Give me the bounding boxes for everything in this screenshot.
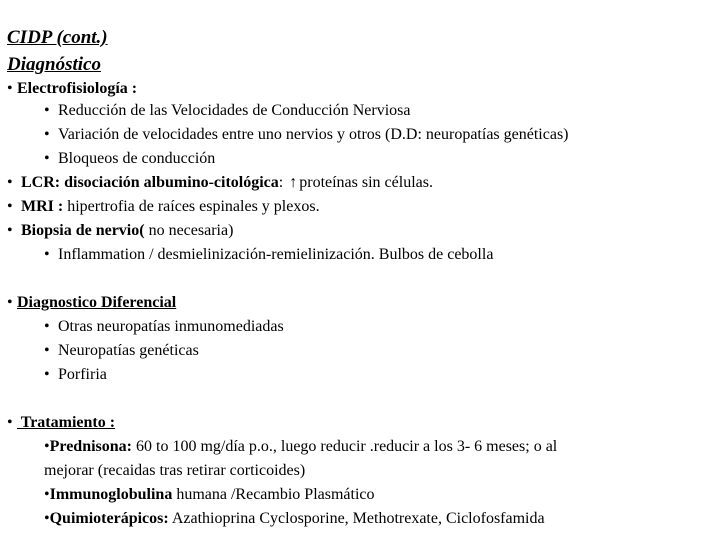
mri-text: hipertrofia de raíces espinales y plexos. (63, 198, 320, 215)
bullet-icon: • (44, 486, 50, 503)
bullet-icon: • (7, 414, 13, 431)
differential-label: Diagnostico Diferencial (17, 294, 177, 311)
electro-item-text: Bloqueos de conducción (58, 150, 216, 167)
slide-title-line1: CIDP (cont.) (7, 27, 108, 48)
bullet-icon: • (7, 174, 13, 191)
electro-item-text: Reducción de las Velocidades de Conducción Nerviosa (58, 102, 411, 119)
prednisona-text: 60 to 100 mg/día p.o., luego reducir .reducir a los 3- 6 meses; o al (132, 438, 558, 455)
treatment-immuno (44, 485, 375, 505)
differential-item-text: Otras neuropatías inmunomediadas (58, 318, 284, 335)
electro-item-2 (44, 125, 569, 145)
up-arrow-icon: ↑ (289, 174, 298, 191)
biopsia-label: Biopsia de nervio( (21, 222, 145, 239)
slide-title-line2: Diagnóstico (7, 54, 101, 75)
lcr-text: proteínas sin células. (299, 174, 433, 191)
biopsia-item-1 (44, 245, 493, 265)
mri-label: MRI : (21, 198, 64, 215)
differential-item-1 (44, 317, 284, 337)
bullet-icon: • (44, 246, 50, 263)
treatment-prednisona (44, 437, 557, 457)
bullet-icon: • (44, 342, 50, 359)
bullet-icon: • (44, 438, 50, 455)
bullet-icon: • (7, 198, 13, 215)
quimio-text: Azathioprina Cyclosporine, Methotrexate, Ciclofosfamida (168, 510, 545, 527)
bullet-icon: • (44, 102, 50, 119)
treatment-quimio (44, 509, 545, 529)
differential-item-text: Porfiria (58, 366, 107, 383)
bullet-icon: • (44, 318, 50, 335)
bullet-icon: • (44, 126, 50, 143)
electro-item-text: Variación de velocidades entre uno nervios y otros (D.D: neuropatías genéticas) (58, 126, 569, 143)
electro-item-3 (44, 149, 215, 169)
biopsia-item-text: Inflammation / desmielinización-remielinización. Bulbos de cebolla (58, 246, 494, 263)
differential-item-3 (44, 365, 107, 385)
differential-item-2 (44, 341, 199, 361)
quimio-label: Quimioterápicos: (49, 510, 169, 527)
lcr-label: LCR: disociación albumino-citológica (21, 174, 279, 191)
biopsia-text: no necesaria) (144, 222, 234, 239)
treatment-label: Tratamiento : (17, 414, 116, 431)
immuno-label: Immunoglobulina (49, 486, 173, 503)
differential-item-text: Neuropatías genéticas (58, 342, 199, 359)
lcr-line (7, 173, 433, 193)
bullet-icon: • (44, 150, 50, 167)
bullet-icon: • (44, 510, 50, 527)
mri-line (7, 197, 320, 217)
treatment-heading (7, 413, 115, 433)
bullet-icon: • (7, 294, 13, 311)
bullet-icon: • (44, 366, 50, 383)
lcr-colon: : (278, 174, 284, 191)
biopsia-line (7, 221, 233, 241)
electro-heading (7, 79, 137, 99)
bullet-icon: • (7, 80, 13, 97)
prednisona-label: Prednisona: (49, 438, 132, 455)
immuno-text: humana /Recambio Plasmático (172, 486, 375, 503)
electro-item-1 (44, 101, 411, 121)
bullet-icon: • (7, 222, 13, 239)
differential-heading (7, 293, 176, 313)
prednisona-continuation: mejorar (recaidas tras retirar corticoides) (44, 462, 306, 479)
electro-label: Electrofisiología : (17, 80, 138, 97)
